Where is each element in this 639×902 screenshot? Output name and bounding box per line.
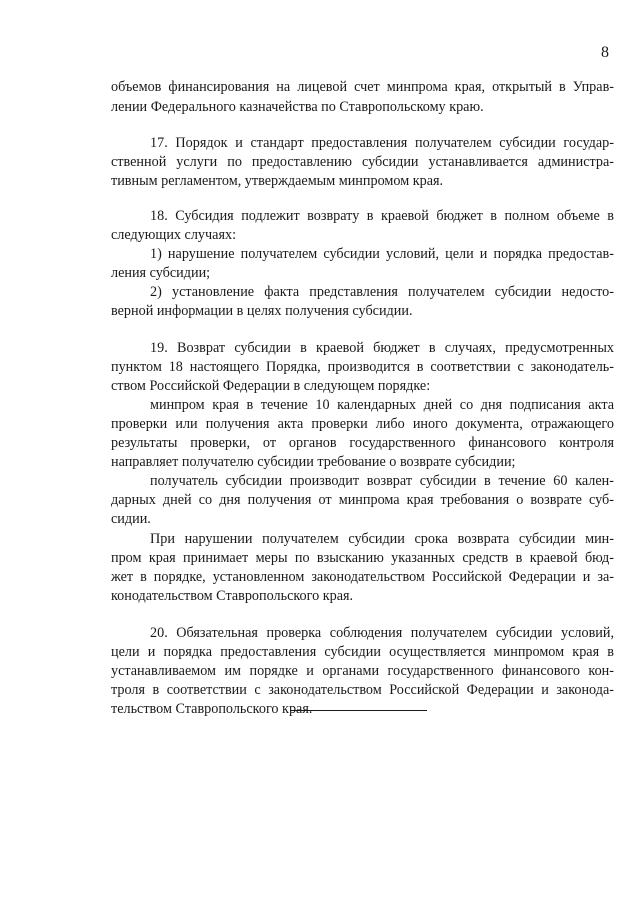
text-line: устанавливаемом им порядке и органами государственного финансового кон- xyxy=(111,663,614,679)
text-line: пром края принимает меры по взысканию указанных средств в краевой бюд- xyxy=(111,550,614,566)
text-line: жет в порядке, установленном законодательством Российской Федерации и за- xyxy=(111,569,614,585)
text-line: 17. Порядок и стандарт предоставления получателем субсидии государ- xyxy=(150,135,614,151)
text-line: тельством Ставропольского края. xyxy=(111,701,313,717)
text-line: тивным регламентом, утверждаемым минпромом края. xyxy=(111,173,444,189)
text-line: ления субсидии; xyxy=(111,265,211,281)
text-line: следующих случаях: xyxy=(111,227,237,243)
text-line: При нарушении получателем субсидии срока возврата субсидии мин- xyxy=(150,531,614,547)
end-divider xyxy=(290,710,427,711)
text-line: 2) установление факта представления получателем субсидии недосто- xyxy=(150,284,614,300)
text-line: 19. Возврат субсидии в краевой бюджет в случаях, предусмотренных xyxy=(150,340,614,356)
text-line: верной информации в целях получения субсидии. xyxy=(111,303,413,319)
text-line: результаты проверки, от органов государственного финансового контроля xyxy=(111,435,614,451)
text-line: конодательством Ставропольского края. xyxy=(111,588,354,604)
text-line: цели и порядка предоставления субсидии осуществляется минпромом края в xyxy=(111,644,614,660)
text-line: направляет получателю субсидии требование о возврате субсидии; xyxy=(111,454,516,470)
text-line: минпром края в течение 10 календарных дней со дня подписания акта xyxy=(150,397,614,413)
text-line: получатель субсидии производит возврат субсидии в течение 60 кален- xyxy=(150,473,614,489)
text-line: троля в соответствии с законодательством Российской Федерации и законода- xyxy=(111,682,614,698)
text-line: ственной услуги по предоставлению субсидии устанавливается администра- xyxy=(111,154,614,170)
text-line: пунктом 18 настоящего Порядка, производится в соответствии с законодатель- xyxy=(111,359,614,375)
text-line: дарных дней со дня получения от минпрома края требования о возврате суб- xyxy=(111,492,614,508)
text-line: лении Федерального казначейства по Ставропольскому краю. xyxy=(111,99,484,115)
text-line: 18. Субсидия подлежит возврату в краевой бюджет в полном объеме в xyxy=(150,208,614,224)
text-line: сидии. xyxy=(111,511,151,527)
page-number: 8 xyxy=(601,44,609,61)
text-line: объемов финансирования на лицевой счет минпрома края, открытый в Управ- xyxy=(111,79,614,95)
text-line: ством Российской Федерации в следующем порядке: xyxy=(111,378,431,394)
text-line: 1) нарушение получателем субсидии условий, цели и порядка предостав- xyxy=(150,246,614,262)
text-line: 20. Обязательная проверка соблюдения получателем субсидии условий, xyxy=(150,625,614,641)
text-line: проверки или получения акта проверки либо иного документа, отражающего xyxy=(111,416,614,432)
